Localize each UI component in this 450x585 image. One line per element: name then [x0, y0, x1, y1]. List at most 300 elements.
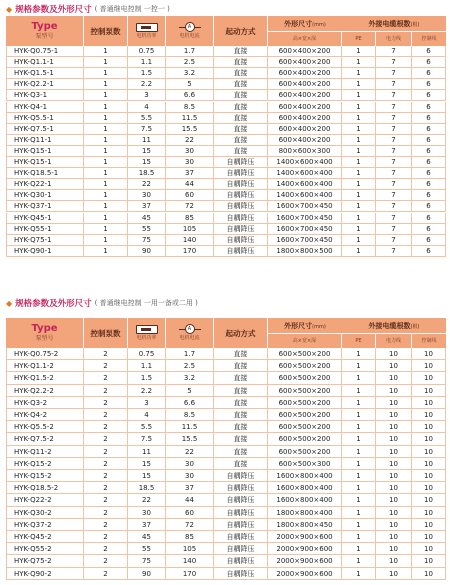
section-title-text: 规格参数及外形尺寸	[15, 299, 92, 309]
current-cell: 5	[166, 79, 214, 90]
power-cable-cell: 10	[376, 446, 412, 458]
control-cable-cell: 10	[412, 494, 446, 506]
dims-cell: 1600×800×400	[268, 470, 342, 482]
header-type-label: Type	[31, 21, 58, 32]
table-row	[6, 348, 446, 360]
control-cable-cell: 6	[412, 90, 446, 101]
power-cell: 22	[128, 494, 166, 506]
control-cable-cell: 6	[412, 190, 446, 201]
control-cable-cell: 10	[412, 555, 446, 567]
current-cell: 72	[166, 201, 214, 212]
pe-cell: 1	[342, 213, 376, 224]
pumps-cell: 2	[84, 421, 128, 433]
pumps-cell: 2	[84, 531, 128, 543]
header-type	[6, 16, 84, 46]
table-row	[6, 470, 446, 482]
type-cell: HYK-Q90-2	[6, 568, 84, 580]
section-note: ( 普通继电控制 一用一备或二用 )	[94, 299, 198, 307]
dims-cell: 600×400×200	[268, 124, 342, 135]
current-cell: 44	[166, 179, 214, 190]
pe-cell: 1	[342, 385, 376, 397]
header-control-cable: 控制线	[421, 36, 437, 42]
pumps-cell: 1	[84, 135, 128, 146]
header-current-sub: 电机电流	[179, 334, 200, 341]
type-cell: HYK-Q15-2	[6, 470, 84, 482]
type-cell: HYK-Q0.75-2	[6, 348, 84, 360]
table-row	[6, 201, 446, 212]
pumps-cell: 1	[84, 213, 128, 224]
pe-cell: 1	[342, 482, 376, 494]
power-cell: 0.75	[128, 348, 166, 360]
type-cell: HYK-Q37-2	[6, 519, 84, 531]
control-cable-cell: 10	[412, 568, 446, 580]
dims-cell: 1600×700×450	[268, 201, 342, 212]
pumps-cell: 2	[84, 494, 128, 506]
pumps-cell: 2	[84, 519, 128, 531]
type-cell: HYK-Q5.5-2	[6, 421, 84, 433]
start-cell: 直接	[214, 113, 268, 124]
type-cell: HYK-Q90-1	[6, 246, 84, 257]
header-start-label: 起动方式	[225, 328, 256, 338]
pe-cell: 1	[342, 124, 376, 135]
power-cable-cell: 7	[376, 224, 412, 235]
power-cable-cell: 7	[376, 168, 412, 179]
power-cable-cell: 7	[376, 102, 412, 113]
power-cable-cell: 7	[376, 90, 412, 101]
power-cable-cell: 10	[376, 433, 412, 445]
dims-cell: 600×500×200	[268, 397, 342, 409]
table-row	[6, 507, 446, 519]
pe-cell: 1	[342, 507, 376, 519]
start-cell: 自耦降压	[214, 470, 268, 482]
table-row	[6, 168, 446, 179]
current-cell: 3.2	[166, 372, 214, 384]
header-power	[128, 318, 166, 348]
power-cable-cell: 10	[376, 409, 412, 421]
type-cell: HYK-Q3-2	[6, 397, 84, 409]
header-start-label: 起动方式	[225, 26, 256, 36]
control-cable-cell: 10	[412, 421, 446, 433]
power-cell: 37	[128, 201, 166, 212]
pumps-cell: 1	[84, 157, 128, 168]
start-cell: 自耦降压	[214, 519, 268, 531]
control-cable-cell: 6	[412, 124, 446, 135]
current-cell: 140	[166, 235, 214, 246]
power-cable-cell: 10	[376, 385, 412, 397]
ammeter-icon	[179, 23, 201, 32]
start-cell: 直接	[214, 68, 268, 79]
start-cell: 直接	[214, 360, 268, 372]
header-start	[214, 318, 268, 348]
start-cell: 直接	[214, 458, 268, 470]
header-power-sub: 电机功率	[136, 334, 157, 341]
header-power-sub: 电机功率	[136, 32, 157, 39]
power-cable-cell: 7	[376, 68, 412, 79]
start-cell: 直接	[214, 421, 268, 433]
start-cell: 自耦降压	[214, 568, 268, 580]
type-cell: HYK-Q0.75-1	[6, 46, 84, 57]
control-cable-cell: 10	[412, 470, 446, 482]
power-cable-cell: 7	[376, 146, 412, 157]
type-cell: HYK-Q1.1-2	[6, 360, 84, 372]
header-cable	[342, 318, 446, 348]
type-cell: HYK-Q18.5-2	[6, 482, 84, 494]
control-cable-cell: 6	[412, 135, 446, 146]
start-cell: 自耦降压	[214, 201, 268, 212]
power-cell: 45	[128, 531, 166, 543]
table-row	[6, 235, 446, 246]
header-type	[6, 318, 84, 348]
pumps-cell: 1	[84, 190, 128, 201]
power-cell: 3	[128, 397, 166, 409]
dims-cell: 1400×600×400	[268, 179, 342, 190]
current-cell: 2.5	[166, 360, 214, 372]
control-cable-cell: 6	[412, 146, 446, 157]
dims-cell: 600×500×200	[268, 385, 342, 397]
type-cell: HYK-Q18.5-1	[6, 168, 84, 179]
dims-cell: 1600×700×450	[268, 235, 342, 246]
start-cell: 直接	[214, 135, 268, 146]
dims-cell: 1800×800×400	[268, 507, 342, 519]
control-cable-cell: 6	[412, 102, 446, 113]
pe-cell: 1	[342, 494, 376, 506]
dims-cell: 600×500×200	[268, 372, 342, 384]
table-row	[6, 135, 446, 146]
table-row	[6, 190, 446, 201]
pe-cell: 1	[342, 433, 376, 445]
pe-cell: 1	[342, 135, 376, 146]
header-dims	[268, 16, 342, 46]
pumps-cell: 1	[84, 224, 128, 235]
dims-cell: 1400×600×400	[268, 168, 342, 179]
pumps-cell: 2	[84, 397, 128, 409]
table-row	[6, 46, 446, 57]
current-cell: 170	[166, 246, 214, 257]
header-type-sub: 泵型号	[35, 33, 54, 40]
pe-cell: 1	[342, 168, 376, 179]
dims-cell: 1800×800×450	[268, 519, 342, 531]
power-cell: 15	[128, 470, 166, 482]
current-cell: 1.7	[166, 46, 214, 57]
power-cell: 4	[128, 102, 166, 113]
pe-cell: 1	[342, 90, 376, 101]
dims-cell: 600×400×200	[268, 68, 342, 79]
current-cell: 60	[166, 507, 214, 519]
start-cell: 自耦降压	[214, 543, 268, 555]
pumps-cell: 1	[84, 90, 128, 101]
control-cable-cell: 6	[412, 201, 446, 212]
pe-cell: 1	[342, 519, 376, 531]
header-dims-label: 外形尺寸(mm)	[284, 19, 326, 28]
start-cell: 自耦降压	[214, 531, 268, 543]
header-control-cable: 控制线	[421, 338, 437, 344]
table-header	[6, 318, 446, 348]
bullet-icon: ◆	[6, 4, 13, 14]
control-cable-cell: 10	[412, 372, 446, 384]
type-cell: HYK-Q30-2	[6, 507, 84, 519]
pumps-cell: 1	[84, 246, 128, 257]
start-cell: 直接	[214, 433, 268, 445]
current-cell: 170	[166, 568, 214, 580]
type-cell: HYK-Q15-1	[6, 146, 84, 157]
pe-cell: 1	[342, 446, 376, 458]
type-cell: HYK-Q4-2	[6, 409, 84, 421]
type-cell: HYK-Q15-2	[6, 458, 84, 470]
dims-cell: 1600×700×450	[268, 224, 342, 235]
header-dims-sub: 高×宽×深	[268, 31, 342, 46]
header-current-sub: 电机电流	[179, 32, 200, 39]
power-cable-cell: 7	[376, 190, 412, 201]
power-cable-cell: 10	[376, 458, 412, 470]
power-cable-cell: 10	[376, 348, 412, 360]
control-cable-cell: 6	[412, 235, 446, 246]
current-cell: 30	[166, 157, 214, 168]
type-cell: HYK-Q7.5-2	[6, 433, 84, 445]
start-cell: 自耦降压	[214, 494, 268, 506]
power-cable-cell: 10	[376, 531, 412, 543]
start-cell: 直接	[214, 90, 268, 101]
power-cell: 90	[128, 246, 166, 257]
current-cell: 85	[166, 213, 214, 224]
current-cell: 37	[166, 168, 214, 179]
current-cell: 22	[166, 446, 214, 458]
start-cell: 直接	[214, 46, 268, 57]
power-cell: 1.1	[128, 360, 166, 372]
dims-cell: 1600×800×400	[268, 482, 342, 494]
dims-cell: 600×500×200	[268, 409, 342, 421]
pumps-cell: 2	[84, 446, 128, 458]
table-row	[6, 224, 446, 235]
control-cable-cell: 6	[412, 213, 446, 224]
header-cable	[342, 16, 446, 46]
table-row	[6, 113, 446, 124]
pumps-cell: 1	[84, 201, 128, 212]
current-cell: 8.5	[166, 409, 214, 421]
table-row	[6, 543, 446, 555]
pumps-cell: 2	[84, 433, 128, 445]
start-cell: 直接	[214, 124, 268, 135]
power-cable-cell: 7	[376, 213, 412, 224]
type-cell: HYK-Q11-2	[6, 446, 84, 458]
current-cell: 15.5	[166, 124, 214, 135]
pe-cell: 1	[342, 157, 376, 168]
power-cell: 45	[128, 213, 166, 224]
power-cable-cell: 10	[376, 507, 412, 519]
header-pumps-label: 控制泵数	[90, 328, 121, 338]
current-cell: 15.5	[166, 433, 214, 445]
current-cell: 6.6	[166, 397, 214, 409]
power-cell: 1.5	[128, 68, 166, 79]
dims-cell: 600×500×200	[268, 433, 342, 445]
control-cable-cell: 10	[412, 458, 446, 470]
power-cable-cell: 10	[376, 494, 412, 506]
table-row	[6, 458, 446, 470]
pe-cell: 1	[342, 348, 376, 360]
type-cell: HYK-Q3-1	[6, 90, 84, 101]
power-cell: 5.5	[128, 421, 166, 433]
table-header	[6, 16, 446, 46]
table-row	[6, 157, 446, 168]
ammeter-symbol: A	[185, 22, 195, 32]
current-cell: 3.2	[166, 68, 214, 79]
header-cable-label: 外接电缆根数(根)	[368, 321, 420, 330]
power-cable-cell: 10	[376, 543, 412, 555]
type-cell: HYK-Q75-2	[6, 555, 84, 567]
current-cell: 22	[166, 135, 214, 146]
table-row	[6, 568, 446, 580]
dims-cell: 2000×900×600	[268, 568, 342, 580]
header-type-sub: 泵型号	[35, 335, 54, 342]
dims-cell: 2000×900×600	[268, 555, 342, 567]
dims-cell: 600×500×200	[268, 446, 342, 458]
table-row	[6, 246, 446, 257]
header-current	[166, 16, 214, 46]
header-power-cable: 电力线	[376, 31, 412, 46]
pe-cell: 1	[342, 409, 376, 421]
header-pumps	[84, 16, 128, 46]
pumps-cell: 2	[84, 409, 128, 421]
power-cell: 30	[128, 507, 166, 519]
table-row	[6, 433, 446, 445]
current-cell: 85	[166, 531, 214, 543]
pe-cell: 1	[342, 543, 376, 555]
table-row	[6, 102, 446, 113]
pumps-cell: 2	[84, 360, 128, 372]
current-cell: 11.5	[166, 421, 214, 433]
power-cable-cell: 7	[376, 79, 412, 90]
start-cell: 直接	[214, 372, 268, 384]
power-cable-cell: 7	[376, 124, 412, 135]
start-cell: 自耦降压	[214, 246, 268, 257]
type-cell: HYK-Q22-1	[6, 179, 84, 190]
power-cable-cell: 10	[376, 421, 412, 433]
table-row	[6, 372, 446, 384]
power-cable-cell: 10	[376, 555, 412, 567]
table-row	[6, 482, 446, 494]
pumps-cell: 1	[84, 146, 128, 157]
start-cell: 自耦降压	[214, 213, 268, 224]
header-pumps-label: 控制泵数	[90, 26, 121, 36]
current-cell: 37	[166, 482, 214, 494]
type-cell: HYK-Q2.2-2	[6, 385, 84, 397]
dims-cell: 600×400×200	[268, 57, 342, 68]
pe-cell: 1	[342, 224, 376, 235]
pe-cell: 1	[342, 555, 376, 567]
pe-cell: 1	[342, 568, 376, 580]
table-row	[6, 124, 446, 135]
ammeter-symbol: A	[185, 324, 195, 334]
control-cable-cell: 10	[412, 507, 446, 519]
pumps-cell: 2	[84, 482, 128, 494]
current-cell: 60	[166, 190, 214, 201]
pumps-cell: 2	[84, 372, 128, 384]
pe-cell: 1	[342, 46, 376, 57]
type-cell: HYK-Q1.5-1	[6, 68, 84, 79]
control-cable-cell: 10	[412, 433, 446, 445]
current-cell: 2.5	[166, 57, 214, 68]
dims-cell: 600×500×200	[268, 348, 342, 360]
current-cell: 6.6	[166, 90, 214, 101]
table-row	[6, 421, 446, 433]
control-cable-cell: 6	[412, 113, 446, 124]
pumps-cell: 1	[84, 113, 128, 124]
pumps-cell: 2	[84, 385, 128, 397]
control-cable-cell: 10	[412, 385, 446, 397]
pumps-cell: 1	[84, 57, 128, 68]
pumps-cell: 2	[84, 543, 128, 555]
pumps-cell: 2	[84, 470, 128, 482]
power-cell: 37	[128, 519, 166, 531]
control-cable-cell: 6	[412, 168, 446, 179]
power-cell: 7.5	[128, 433, 166, 445]
dims-cell: 1400×600×400	[268, 157, 342, 168]
control-cable-cell: 10	[412, 543, 446, 555]
table-row	[6, 146, 446, 157]
bullet-icon: ◆	[6, 298, 13, 308]
control-cable-cell: 10	[412, 397, 446, 409]
type-cell: HYK-Q22-2	[6, 494, 84, 506]
dims-cell: 1600×800×400	[268, 494, 342, 506]
start-cell: 直接	[214, 79, 268, 90]
table-row	[6, 446, 446, 458]
spec-table-1	[6, 16, 446, 257]
table-row	[6, 409, 446, 421]
power-cell: 75	[128, 235, 166, 246]
control-cable-cell: 10	[412, 519, 446, 531]
start-cell: 直接	[214, 446, 268, 458]
dims-cell: 600×500×300	[268, 458, 342, 470]
type-cell: HYK-Q55-1	[6, 224, 84, 235]
power-cable-cell: 10	[376, 470, 412, 482]
motor-icon	[136, 325, 158, 334]
pe-cell: 1	[342, 397, 376, 409]
power-cable-cell: 7	[376, 135, 412, 146]
power-cable-cell: 7	[376, 57, 412, 68]
table-row	[6, 68, 446, 79]
current-cell: 1.7	[166, 348, 214, 360]
dims-cell: 2000×900×600	[268, 531, 342, 543]
power-cell: 90	[128, 568, 166, 580]
start-cell: 自耦降压	[214, 482, 268, 494]
start-cell: 直接	[214, 57, 268, 68]
start-cell: 自耦降压	[214, 168, 268, 179]
control-cable-cell: 10	[412, 531, 446, 543]
power-cell: 15	[128, 157, 166, 168]
current-cell: 72	[166, 519, 214, 531]
start-cell: 直接	[214, 409, 268, 421]
power-cable-cell: 10	[376, 360, 412, 372]
type-cell: HYK-Q2.2-1	[6, 79, 84, 90]
type-cell: HYK-Q15-1	[6, 157, 84, 168]
pe-cell: 1	[342, 57, 376, 68]
control-cable-cell: 6	[412, 246, 446, 257]
header-dims	[268, 318, 342, 348]
section-title-1	[6, 2, 170, 16]
type-cell: HYK-Q45-1	[6, 213, 84, 224]
dims-cell: 600×400×200	[268, 113, 342, 124]
control-cable-cell: 10	[412, 360, 446, 372]
current-cell: 11.5	[166, 113, 214, 124]
type-cell: HYK-Q1.5-2	[6, 372, 84, 384]
table-row	[6, 90, 446, 101]
type-cell: HYK-Q30-1	[6, 190, 84, 201]
dims-cell: 2000×900×600	[268, 543, 342, 555]
dims-cell: 600×400×200	[268, 90, 342, 101]
type-cell: HYK-Q5.5-1	[6, 113, 84, 124]
header-type-label: Type	[31, 323, 58, 334]
power-cable-cell: 7	[376, 113, 412, 124]
power-cable-cell: 7	[376, 157, 412, 168]
